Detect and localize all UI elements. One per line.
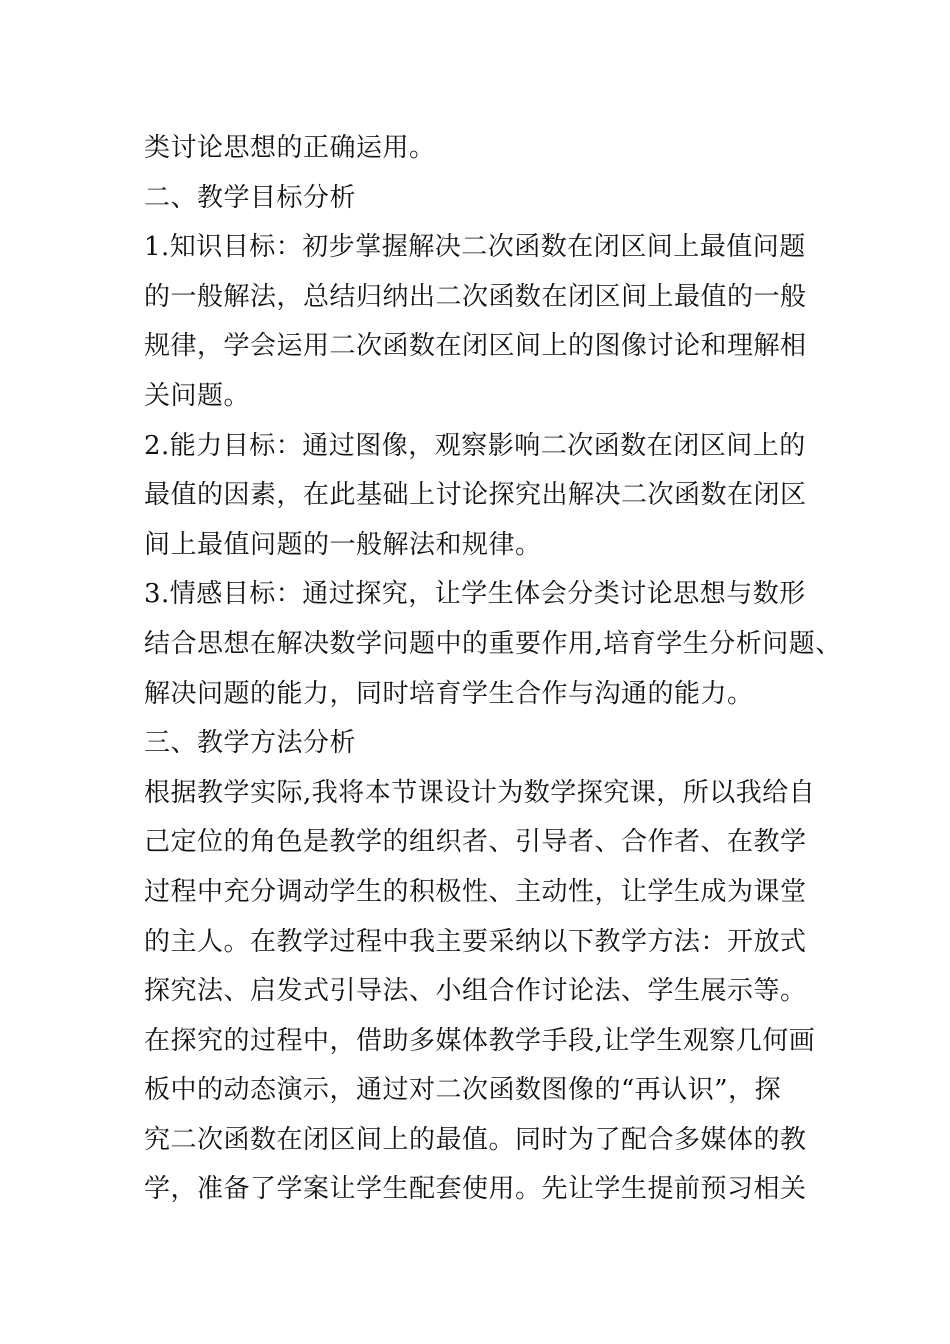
section-heading: 三、教学方法分析 <box>144 728 357 759</box>
text-line: 学，准备了学案让学生配套使用。先让学生提前预习相关 <box>144 1174 807 1205</box>
text-line: 过程中充分调动学生的积极性、主动性，让学生成为课堂 <box>144 876 807 907</box>
text-line: 1.知识目标：初步掌握解决二次函数在闭区间上最值问题 <box>144 232 806 263</box>
text-line: 解决问题的能力，同时培育学生合作与沟通的能力。 <box>144 678 754 709</box>
text-line: 类讨论思想的正确运用。 <box>144 133 436 163</box>
text-line: 结合思想在解决数学问题中的重要作用,培育学生分析问题、 <box>144 628 842 659</box>
text-line: 2.能力目标：通过图像，观察影响二次函数在闭区间上的 <box>144 430 806 461</box>
text-line: 板中的动态演示，通过对二次函数图像的“再认识”，探 <box>144 1075 782 1106</box>
text-line: 在探究的过程中，借助多媒体教学手段,让学生观察几何画 <box>144 1025 816 1056</box>
text-line: 己定位的角色是教学的组织者、引导者、合作者、在教学 <box>144 827 807 858</box>
section-heading: 二、教学目标分析 <box>144 182 357 213</box>
text-line: 探究法、启发式引导法、小组合作讨论法、学生展示等。 <box>144 976 807 1007</box>
text-line: 间上最值问题的一般解法和规律。 <box>144 529 542 560</box>
document-body <box>144 124 842 1215</box>
text-line: 根据教学实际,我将本节课设计为数学探究课，所以我给自 <box>144 777 816 808</box>
text-line: 最值的因素，在此基础上讨论探究出解决二次函数在闭区 <box>144 480 807 511</box>
text-line: 的主人。在教学过程中我主要采纳以下教学方法：开放式 <box>144 926 807 957</box>
text-line: 究二次函数在闭区间上的最值。同时为了配合多媒体的教 <box>144 1124 807 1155</box>
text-line: 规律，学会运用二次函数在闭区间上的图像讨论和理解相 <box>144 331 807 362</box>
text-line: 关问题。 <box>144 380 251 411</box>
text-line: 3.情感目标：通过探究，让学生体会分类讨论思想与数形 <box>144 579 806 610</box>
text-line: 的一般解法，总结归纳出二次函数在闭区间上最值的一般 <box>144 281 807 312</box>
